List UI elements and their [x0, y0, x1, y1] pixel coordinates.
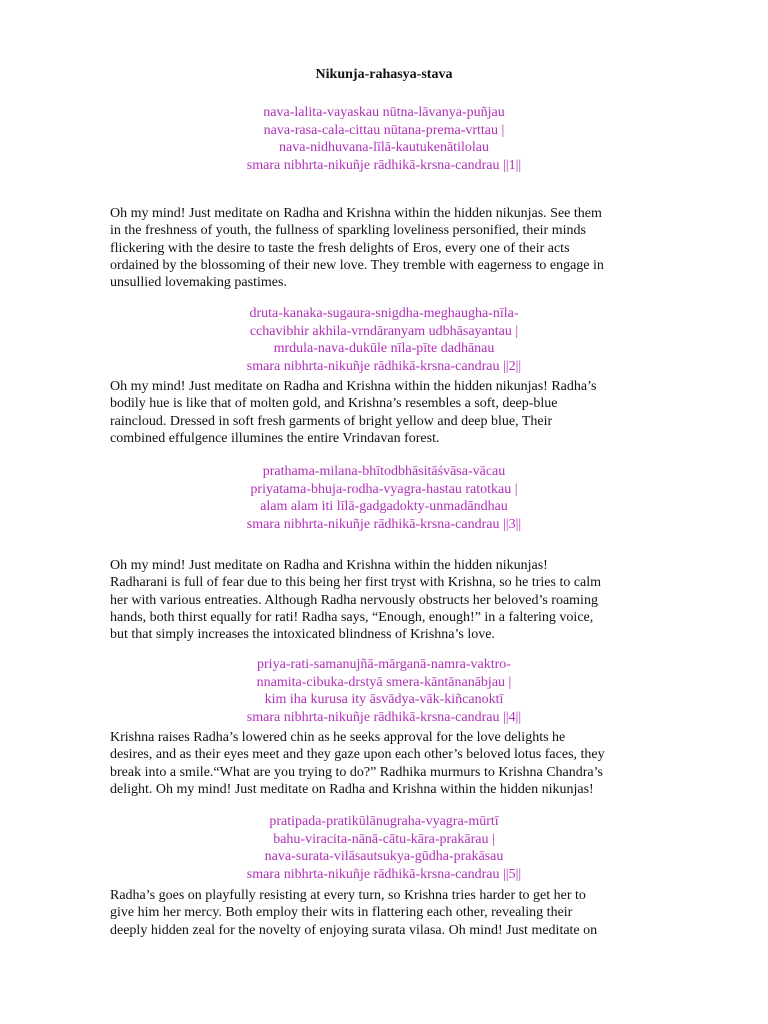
verse-line: kim iha kurusa ity āsvādya-vāk-kiñcanoktī [264, 692, 504, 707]
verse-line: pratipada-pratikūlānugraha-vyagra-mūrtī [269, 814, 499, 829]
paragraph-line: Oh my mind! Just meditate on Radha and Krishna within the hidden nikunjas! Radha’s [110, 379, 597, 394]
paragraph-line: Radha’s goes on playfully resisting at every turn, so Krishna tries harder to get her to [110, 888, 586, 903]
paragraph-line: her with various entreaties. Although Radha nervously obstructs her beloved’s roaming [110, 592, 598, 608]
verse-line: druta-kanaka-sugaura-snigdha-meghaugha-nīla- [249, 306, 519, 321]
verse-3 [0, 463, 768, 533]
verse-line: nava-lalita-vayaskau nūtna-lāvanya-puñjau [263, 105, 505, 120]
paragraph-2 [110, 378, 660, 447]
paragraph-line: Oh my mind! Just meditate on Radha and Krishna within the hidden nikunjas. See them [110, 206, 602, 221]
verse-line: bahu-viracita-nānā-cātu-kāra-prakārau | [273, 831, 495, 847]
paragraph-line: Krishna raises Radha’s lowered chin as he seeks approval for the love delights he [110, 730, 566, 745]
paragraph-line: flickering with the desire to taste the fresh delights of Eros, every one of their acts [110, 240, 570, 256]
paragraph-3 [110, 557, 660, 643]
paragraph-line: ordained by the blossoming of their new love. They tremble with eagerness to engage in [110, 257, 604, 273]
verse-line: smara nibhrta-nikuñje rādhikā-krsna-candrau ||3|| [246, 516, 522, 532]
paragraph-line: unsullied lovemaking pastimes. [110, 275, 287, 291]
paragraph-4 [110, 729, 660, 798]
paragraph-line: Oh my mind! Just meditate on Radha and Krishna within the hidden nikunjas! [110, 558, 548, 573]
verse-line: smara nibhrta-nikuñje rādhikā-krsna-candrau ||1|| [246, 157, 522, 173]
verse-line: smara nibhrta-nikuñje rādhikā-krsna-candrau ||4|| [246, 709, 522, 725]
verse-5 [0, 813, 768, 883]
paragraph-line: break into a smile.“What are you trying to do?” Radhika murmurs to Krishna Chandra’s [110, 764, 603, 780]
verse-line: nava-nidhuvana-līlā-kautukenātilolau [279, 140, 489, 155]
verse-line: alam alam iti līlā-gadgadokty-unmadāndhau [260, 499, 508, 514]
paragraph-line: combined effulgence illumines the entire Vrindavan forest. [110, 430, 440, 446]
paragraph-5 [110, 887, 660, 939]
paragraph-line: hands, both thirst equally for rati! Radha says, “Enough, enough!” in a faltering voice, [110, 609, 594, 625]
verse-line: prathama-milana-bhītodbhāsitāśvāsa-vācau [262, 464, 506, 479]
verse-2 [0, 305, 768, 375]
paragraph-line: raincloud. Dressed in soft fresh garments of bright yellow and deep blue, Their [110, 413, 553, 429]
verse-line: smara nibhrta-nikuñje rādhikā-krsna-candrau ||5|| [246, 866, 522, 882]
paragraph-line: but that simply increases the intoxicated blindness of Krishna’s love. [110, 627, 495, 643]
verse-4 [0, 656, 768, 726]
paragraph-line: Radharani is full of fear due to this being her first tryst with Krishna, so he tries to calm [110, 575, 602, 591]
verse-line: cchavibhir akhila-vrndāranyam udbhāsayantau | [249, 323, 519, 339]
verse-line: mrdula-nava-dukūle nīla-pīte dadhānau [273, 341, 495, 356]
verse-line: priyatama-bhuja-rodha-vyagra-hastau ratotkau | [250, 481, 518, 497]
paragraph-line: desires, and as their eyes meet and they gaze upon each other’s beloved lotus faces, they [110, 747, 605, 763]
verse-1 [0, 104, 768, 174]
paragraph-line: give him her mercy. Both employ their wits in flattering each other, revealing their [110, 905, 573, 921]
verse-line: smara nibhrta-nikuñje rādhikā-krsna-candrau ||2|| [246, 358, 522, 374]
paragraph-1 [110, 205, 660, 291]
verse-line: nnamita-cibuka-drstyā smera-kāntānanābjau | [256, 674, 512, 690]
verse-line: nava-surata-vilāsautsukya-gūdha-prakāsau [264, 849, 504, 864]
page-title: Nikunja-rahasya-stava [315, 67, 453, 82]
paragraph-line: bodily hue is like that of molten gold, and Krishna’s resembles a soft, deep-blue [110, 396, 558, 412]
verse-line: priya-rati-samanujñā-mārganā-namra-vaktro- [257, 657, 511, 672]
verse-line: nava-rasa-cala-cittau nūtana-prema-vrttau | [263, 122, 505, 138]
paragraph-line: in the freshness of youth, the fullness of sparkling loveliness personified, their minds [110, 223, 586, 239]
paragraph-line: delight. Oh my mind! Just meditate on Radha and Krishna within the hidden nikunjas! [110, 781, 594, 797]
paragraph-line: deeply hidden zeal for the novelty of enjoying surata vilasa. Oh mind! Just meditate on [110, 922, 598, 938]
